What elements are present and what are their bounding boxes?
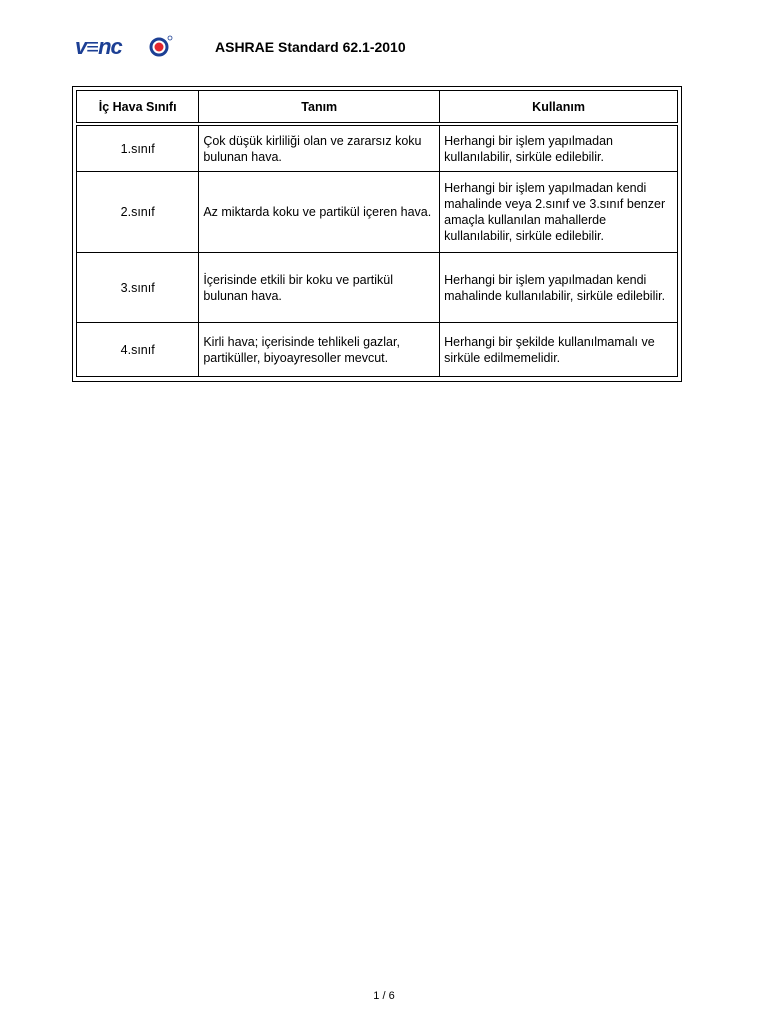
column-header-tanim: Tanım [199, 90, 440, 123]
indoor-air-class-table [72, 86, 682, 382]
kullanim-cell: Herhangi bir şekilde kullanılmamalı ve sirküle edilmemelidir. [440, 322, 678, 377]
tanim-cell: Kirli hava; içerisinde tehlikeli gazlar, partiküller, biyoayresoller mevcut. [199, 322, 440, 377]
document-title: ASHRAE Standard 62.1-2010 [215, 39, 406, 55]
column-header-kullanim: Kullanım [440, 90, 678, 123]
class-cell: 2.sınıf [76, 171, 199, 253]
class-cell: 4.sınıf [76, 322, 199, 377]
venco-logo [75, 34, 173, 60]
table-row [76, 171, 678, 253]
class-cell: 3.sınıf [76, 252, 199, 323]
table-header-row [76, 90, 678, 123]
kullanim-cell: Herhangi bir işlem yapılmadan kullanılabilir, sirküle edilebilir. [440, 125, 678, 172]
column-header-class: İç Hava Sınıfı [76, 90, 199, 123]
kullanim-cell: Herhangi bir işlem yapılmadan kendi mahalinde veya 2.sınıf ve 3.sınıf benzer amaçla kullanılan mahallerde kullanılabilir, sirküle edilebilir. [440, 171, 678, 253]
page-number: 1 / 6 [373, 990, 395, 1002]
table-row [76, 322, 678, 377]
kullanim-cell: Herhangi bir işlem yapılmadan kendi mahalinde kullanılabilir, sirküle edilebilir. [440, 252, 678, 323]
table-row [76, 252, 678, 323]
svg-text:v≡nc: v≡nc [75, 34, 122, 59]
tanim-cell: İçerisinde etkili bir koku ve partikül bulunan hava. [199, 252, 440, 323]
tanim-cell: Çok düşük kirliliği olan ve zararsız koku bulunan hava. [199, 125, 440, 172]
table-row [76, 125, 678, 172]
tanim-cell: Az miktarda koku ve partikül içeren hava. [199, 171, 440, 253]
class-cell: 1.sınıf [76, 125, 199, 172]
